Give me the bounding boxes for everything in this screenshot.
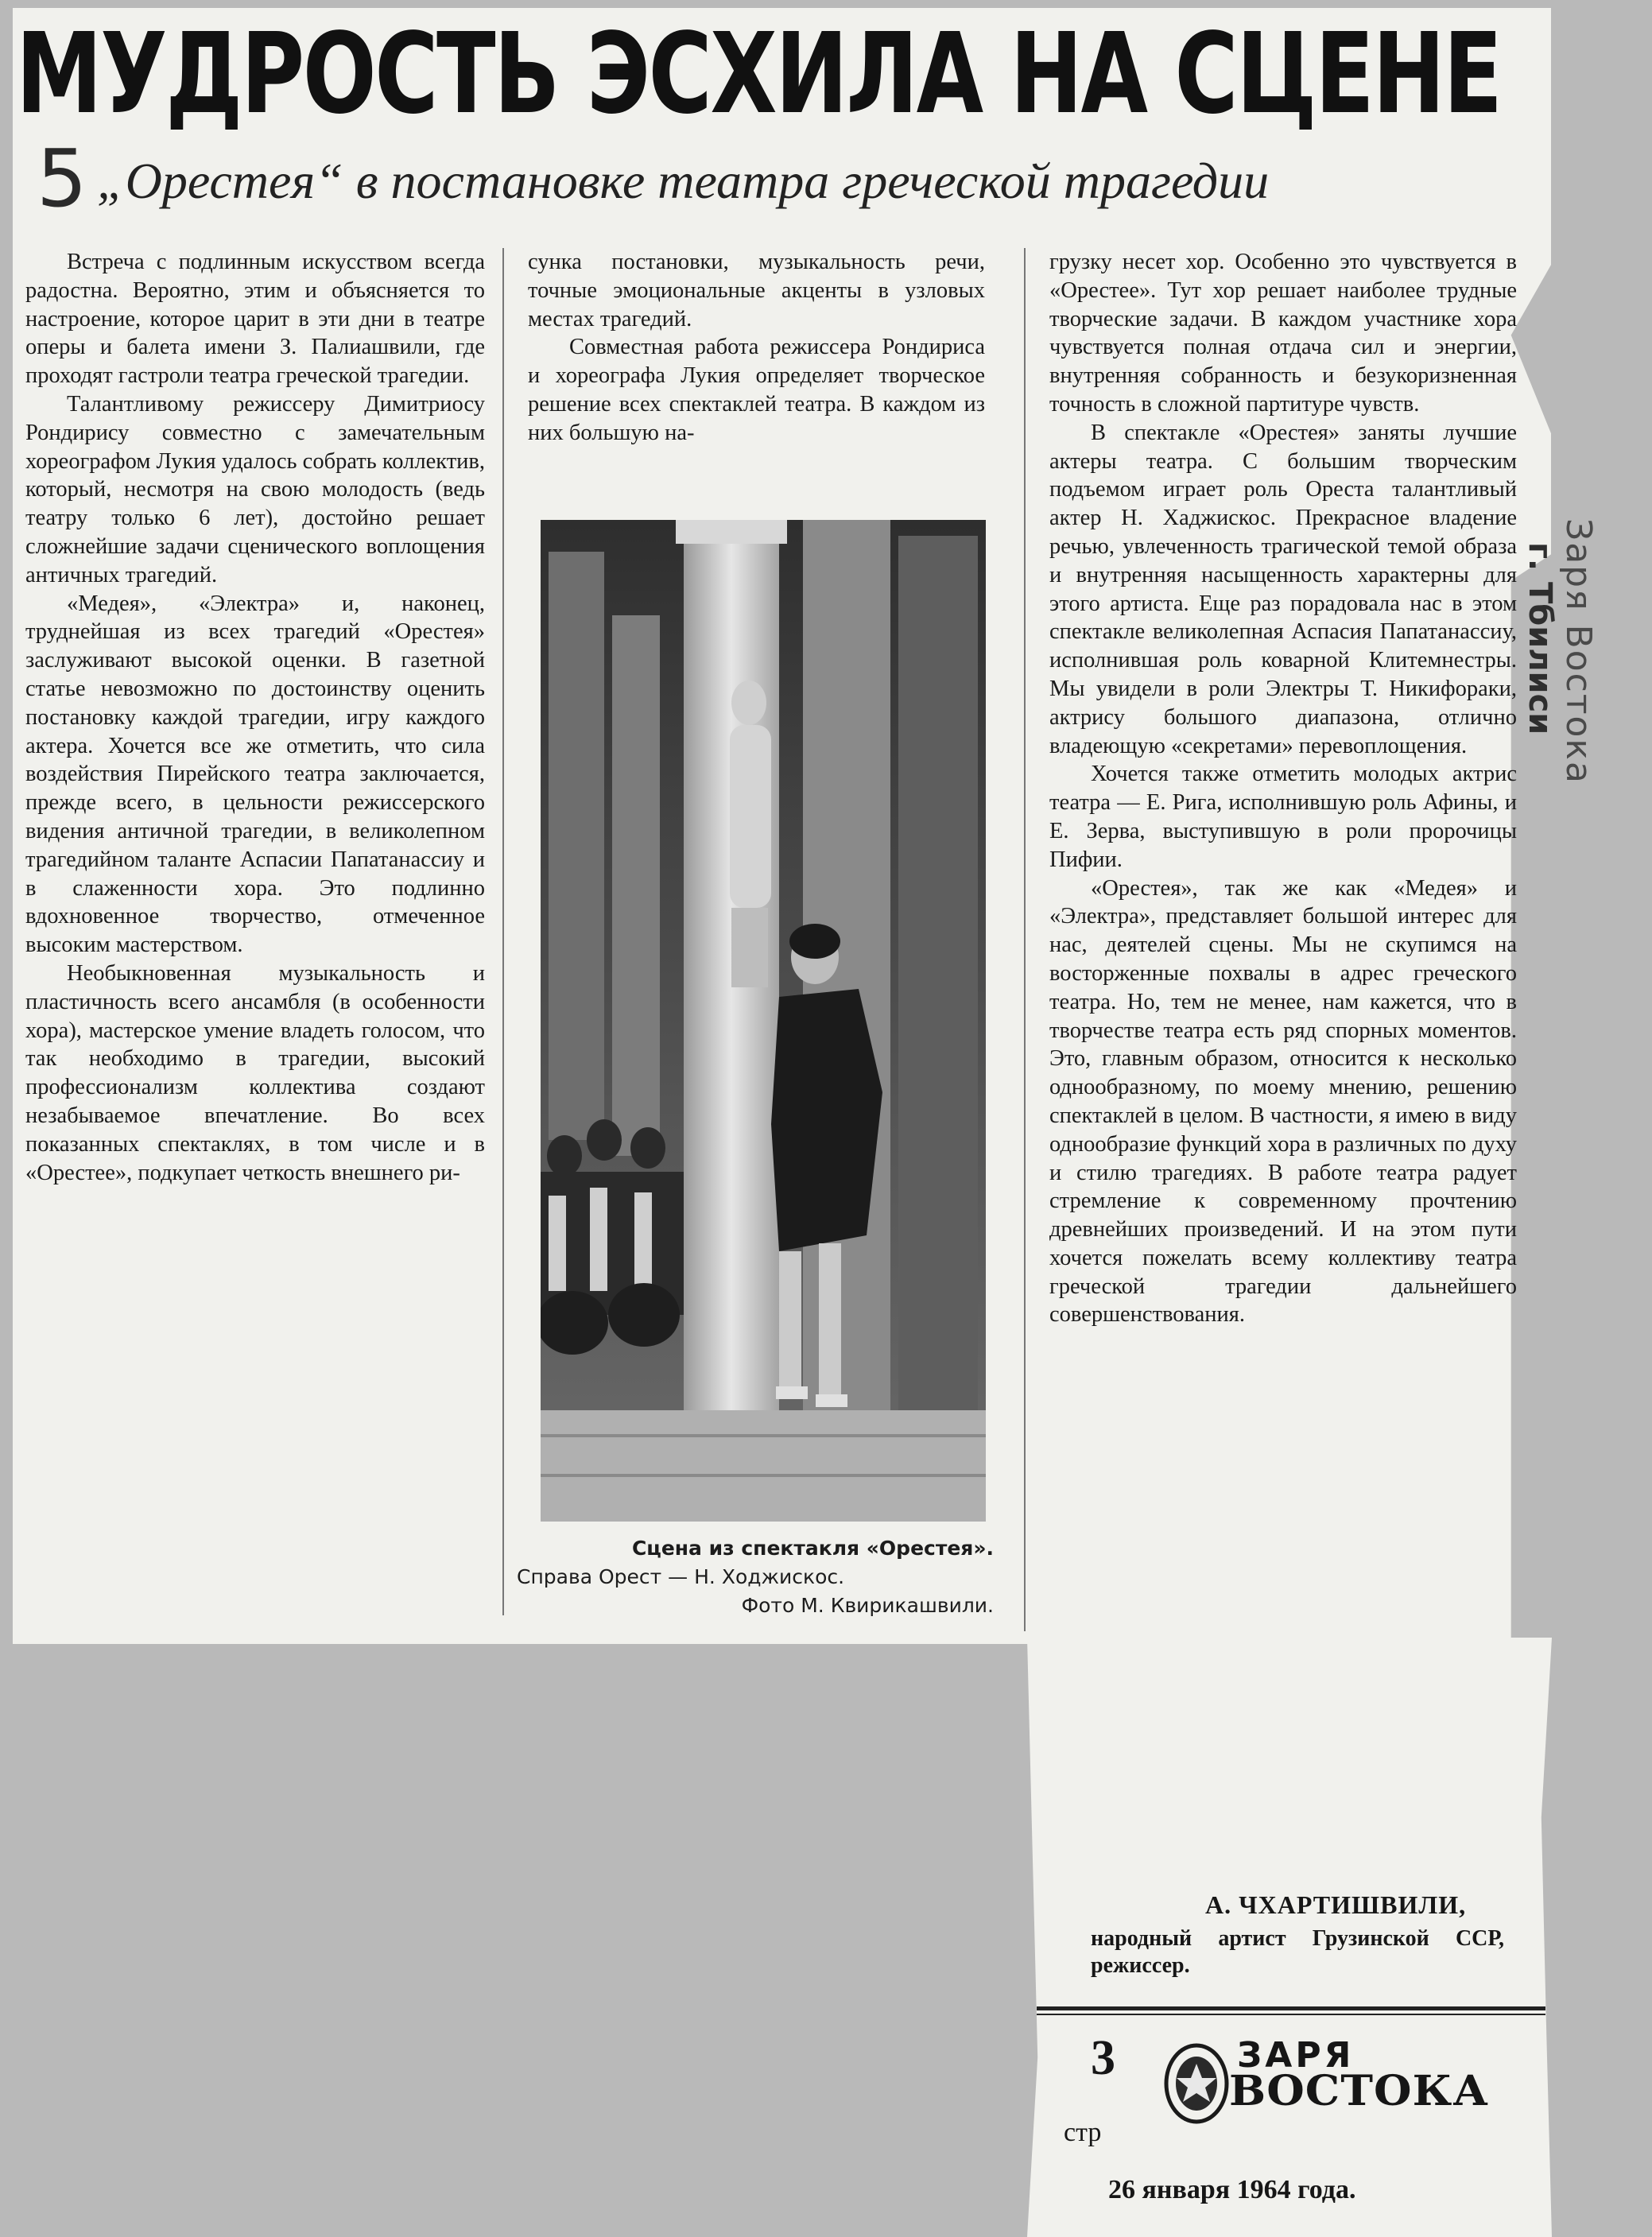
paragraph: сунка постановки, музыкальность речи, точные эмоциональные акценты в узловых местах трагедий. (528, 250, 985, 331)
paragraph: грузку несет хор. Особенно это чувствуется в «Орестее». Тут хор решает наиболее трудные творческие задачи. В каждом участнике хора чувствуется полная отдача сил и энергии, внутренняя собранность и безукоризненная точность в сложной партитуре чувств. (1049, 250, 1517, 417)
paragraph: Талантливому режиссеру Димитриосу Рондирису совместно с замечательным хореографом Лукия удалось собрать коллектив, который, несмотря на свою молодость (ведь театру только 6 лет), достойно решает сложнейшие задачи сценического воплощения античных трагедий. (25, 391, 485, 587)
column-divider-2 (1024, 248, 1026, 1631)
paragraph: Необыкновенная музыкальность и пластичность всего ансамбля (в особенности хора), мастерское умение владеть голосом, что так необходимо в трагедии, высокий профессионализм коллектива создают незабываемое впечатление. Во всех показанных спектаклях, в том числе и в «Орестее», подкупает четкость внешнего ри- (25, 960, 485, 1185)
author-role: народный артист Грузинской ССР, режиссер. (1091, 1926, 1504, 1978)
handwritten-mark: 5 (37, 132, 87, 225)
paragraph: В спектакле «Орестея» заняты лучшие актеры театра. С большим творческим подъемом играет роль Ореста талантливый актер Н. Хаджискос. Прекрасное владение речью, увлеченность трагической темой образа и внутренняя насыщенность характерны для этого артиста. Еще раз порадовала нас в этом спектакле великолепная Аспасия Папатанассиу, исполнившая роль коварной Клитемнестры. Мы увидели в роли Электры Т. Никифораки, актрису большого диапазона, отлично владеющую «секретами» перевоплощения. (1049, 420, 1517, 758)
article-column-3 (1049, 248, 1517, 1329)
caption-line-1: Сцена из спектакля «Орестея». (631, 1537, 994, 1560)
masthead-line-1: ЗАРЯ (1237, 2035, 1355, 2076)
stamp-newspaper-name: Заря Востока (1558, 518, 1599, 785)
photo-caption (517, 1534, 994, 1620)
footer-rule-thick (1037, 2006, 1545, 2010)
stage-photo (541, 520, 986, 1522)
issue-date: 26 января 1964 года. (1108, 2175, 1356, 2204)
archive-stamp (1522, 518, 1598, 785)
paragraph: Встреча с подлинным искусством всегда радостна. Вероятно, этим и объясняется то настроение, которое царит в эти дни в театре оперы и балета имени З. Палиашвили, где проходят гастроли театра греческой трагедии. (25, 250, 485, 389)
footer-rule-thin (1037, 2014, 1545, 2015)
caption-photo-credit: Фото М. Квирикашвили. (741, 1594, 994, 1617)
paragraph: «Медея», «Электра» и, наконец, труднейшая из всех трагедий «Орестея» заслуживают высокой оценки. В газетной статье невозможно по достоинству оценить постановку каждой трагедии, игру каждого актера. Хочется все же отметить, что сила воздействия Пирейского театра заключается, прежде всего, в цельности режиссерского видения античной трагедии, в великолепном трагедийном таланте Аспасии Папатанассиу и в слаженности хора. Это подлинно вдохновенное творчество, отмеченное высоким мастерством. (25, 591, 485, 958)
page-number: 3 (1091, 2031, 1115, 2085)
page-label: стр (1064, 2118, 1102, 2147)
masthead-line-2: ВОСТОКА (1229, 2067, 1489, 2115)
column-divider-1 (502, 248, 504, 1615)
article-subtitle: „Орестея“ в постановке театра греческой трагедии (97, 153, 1270, 209)
paragraph: Совместная работа режиссера Рондириса и хореографа Лукия определяет творческое решение всех спектаклей театра. В каждом из них большую на- (528, 335, 985, 445)
paragraph: Хочется также отметить молодых актрис театра — Е. Рига, исполнившую роль Афины, и Е. Зерва, выступившую в роли пророчицы Пифии. (1049, 762, 1517, 872)
article-headline: МУДРОСТЬ ЭСХИЛА НА СЦЕНЕ (16, 10, 1501, 139)
stage-photo-image (541, 520, 986, 1522)
caption-line-2: Справа Орест — Н. Ходжискос. (517, 1565, 845, 1588)
stamp-city: г. Тбилиси (1522, 542, 1558, 735)
author-name: А. ЧХАРТИШВИЛИ, (1205, 1890, 1467, 1919)
newspaper-emblem-icon (1161, 2040, 1232, 2127)
paragraph: «Орестея», так же как «Медея» и «Электра», представляет большой интерес для нас, деятелей сцены. Мы не скупимся на восторженные похвалы в адрес греческого театра. Но, тем не менее, нам кажется, что в творчестве театра есть ряд спорных моментов. Это, главным образом, относится к несколько однообразному, по моему мнению, решению спектаклей в целом. В частности, я имею в виду однообразие функций хора в различных по духу и стилю трагедиях. В работе театра радует стремление к современному прочтению древнейших произведений. И на этом пути хочется пожелать всему коллективу театра греческой трагедии дальнейшего совершенствования. (1049, 875, 1517, 1328)
article-column-1 (25, 248, 485, 1187)
article-column-2 (528, 248, 985, 448)
